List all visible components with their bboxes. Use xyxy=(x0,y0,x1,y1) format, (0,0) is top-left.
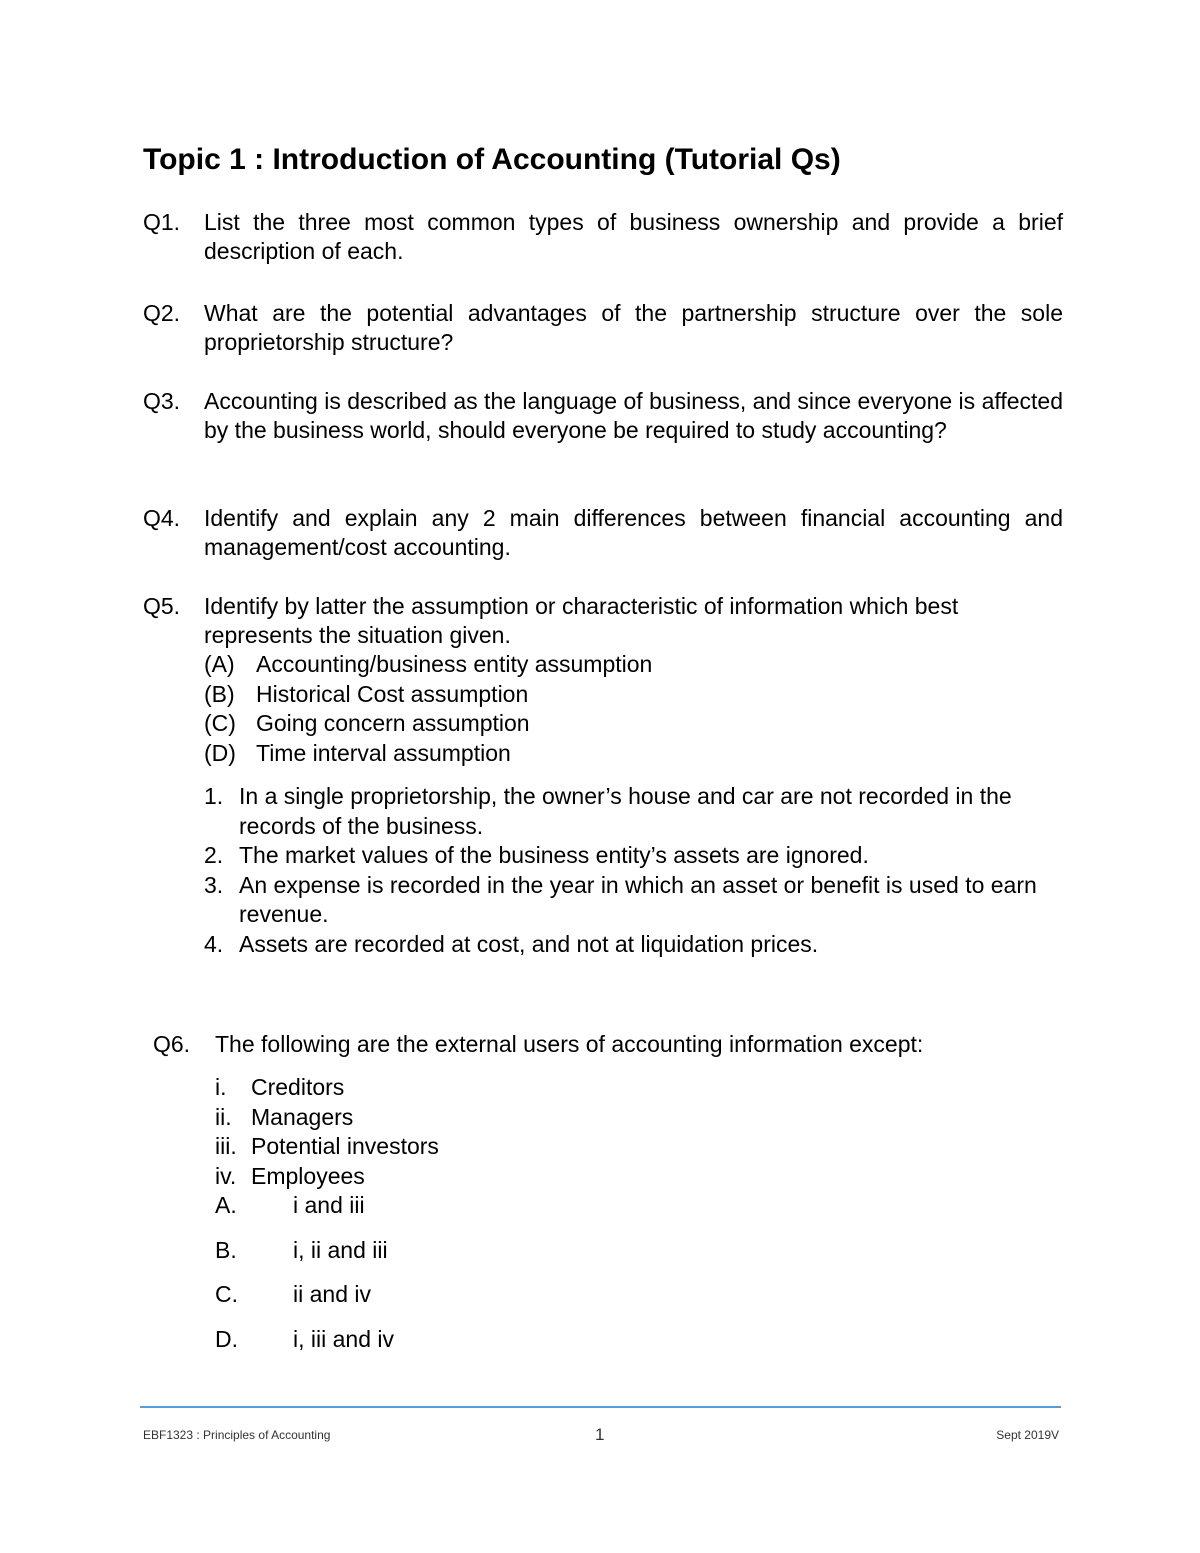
option-d xyxy=(204,739,1063,769)
question-text: The following are the external users of accounting information except: xyxy=(215,1031,924,1057)
option-label: (D) xyxy=(204,739,236,766)
question-text: Identify by latter the assumption or characteristic of information which best represents the situation given. xyxy=(204,593,959,648)
question-text: List the three most common types of business ownership and provide a brief description of each. xyxy=(204,209,1063,264)
question-2 xyxy=(143,299,1063,357)
question-number: Q4. xyxy=(143,505,181,531)
item-text: Managers xyxy=(251,1103,354,1130)
choice-label: A. xyxy=(215,1192,237,1218)
question-3 xyxy=(143,387,1063,445)
item-label: iii. xyxy=(215,1133,237,1159)
list-item xyxy=(215,1132,1063,1162)
choice-text: i, ii and iii xyxy=(293,1236,388,1263)
choice-c xyxy=(215,1280,1063,1310)
footer-version: Sept 2019V xyxy=(996,1428,1059,1442)
option-c xyxy=(204,709,1063,739)
choice-text: ii and iv xyxy=(293,1281,371,1307)
item-text: Employees xyxy=(251,1162,365,1189)
situation-item xyxy=(204,871,1063,930)
option-text: Time interval assumption xyxy=(256,739,511,766)
list-item xyxy=(215,1073,1063,1103)
option-label: (B) xyxy=(204,680,235,707)
item-text: Potential investors xyxy=(251,1133,439,1159)
choice-label: B. xyxy=(215,1236,237,1263)
footer-course: EBF1323 : Principles of Accounting xyxy=(143,1428,331,1442)
situation-number: 4. xyxy=(204,930,224,957)
option-a xyxy=(204,650,1063,680)
question-6 xyxy=(153,1030,1063,1354)
page-number: 1 xyxy=(595,1425,605,1444)
option-text: Historical Cost assumption xyxy=(256,680,529,707)
question-text: Identify and explain any 2 main differences between financial accounting and management/cost accounting. xyxy=(204,505,1063,560)
question-number: Q3. xyxy=(143,388,181,414)
option-b xyxy=(204,680,1063,710)
item-text: Creditors xyxy=(251,1074,345,1100)
choice-b xyxy=(215,1236,1063,1266)
choice-text: i, iii and iv xyxy=(293,1325,394,1352)
footer-divider xyxy=(140,1406,1061,1408)
situation-text: The market values of the business entity’s assets are ignored. xyxy=(239,842,869,868)
situation-item xyxy=(204,841,1063,871)
situation-text: An expense is recorded in the year in which an asset or benefit is used to earn revenue. xyxy=(239,871,1037,927)
option-text: Accounting/business entity assumption xyxy=(256,651,653,677)
question-number: Q5. xyxy=(143,593,181,619)
option-label: (A) xyxy=(204,651,235,677)
item-label: i. xyxy=(215,1074,227,1100)
assumption-options xyxy=(204,650,1063,768)
question-5 xyxy=(143,592,1063,959)
choice-label: C. xyxy=(215,1281,238,1307)
question-number: Q1. xyxy=(143,209,181,235)
situation-text: In a single proprietorship, the owner’s house and car are not recorded in the records of the business. xyxy=(239,783,1012,839)
situation-item xyxy=(204,930,1063,960)
question-text: What are the potential advantages of the partnership structure over the sole proprietorship structure? xyxy=(204,300,1063,355)
situation-number: 2. xyxy=(204,842,224,868)
question-number: Q2. xyxy=(143,300,181,326)
situation-number: 1. xyxy=(204,783,224,809)
option-label: (C) xyxy=(204,710,236,736)
question-number: Q6. xyxy=(153,1031,191,1057)
item-label: iv. xyxy=(215,1162,237,1189)
choice-a xyxy=(215,1191,1063,1221)
question-text: Accounting is described as the language of business, and since everyone is affected by the business world, should everyone be required to study accounting? xyxy=(204,388,1063,443)
situation-list xyxy=(204,782,1063,959)
question-4 xyxy=(143,504,1063,562)
option-text: Going concern assumption xyxy=(256,710,530,736)
user-list xyxy=(215,1073,1063,1354)
situation-item xyxy=(204,782,1063,841)
page-title: Topic 1 : Introduction of Accounting (Tutorial Qs) xyxy=(143,143,841,176)
choice-d xyxy=(215,1325,1063,1355)
list-item xyxy=(215,1162,1063,1192)
choice-label: D. xyxy=(215,1325,238,1352)
situation-text: Assets are recorded at cost, and not at liquidation prices. xyxy=(239,930,819,957)
situation-number: 3. xyxy=(204,871,224,898)
list-item xyxy=(215,1103,1063,1133)
question-1 xyxy=(143,208,1063,266)
choice-text: i and iii xyxy=(293,1192,365,1218)
item-label: ii. xyxy=(215,1103,232,1130)
